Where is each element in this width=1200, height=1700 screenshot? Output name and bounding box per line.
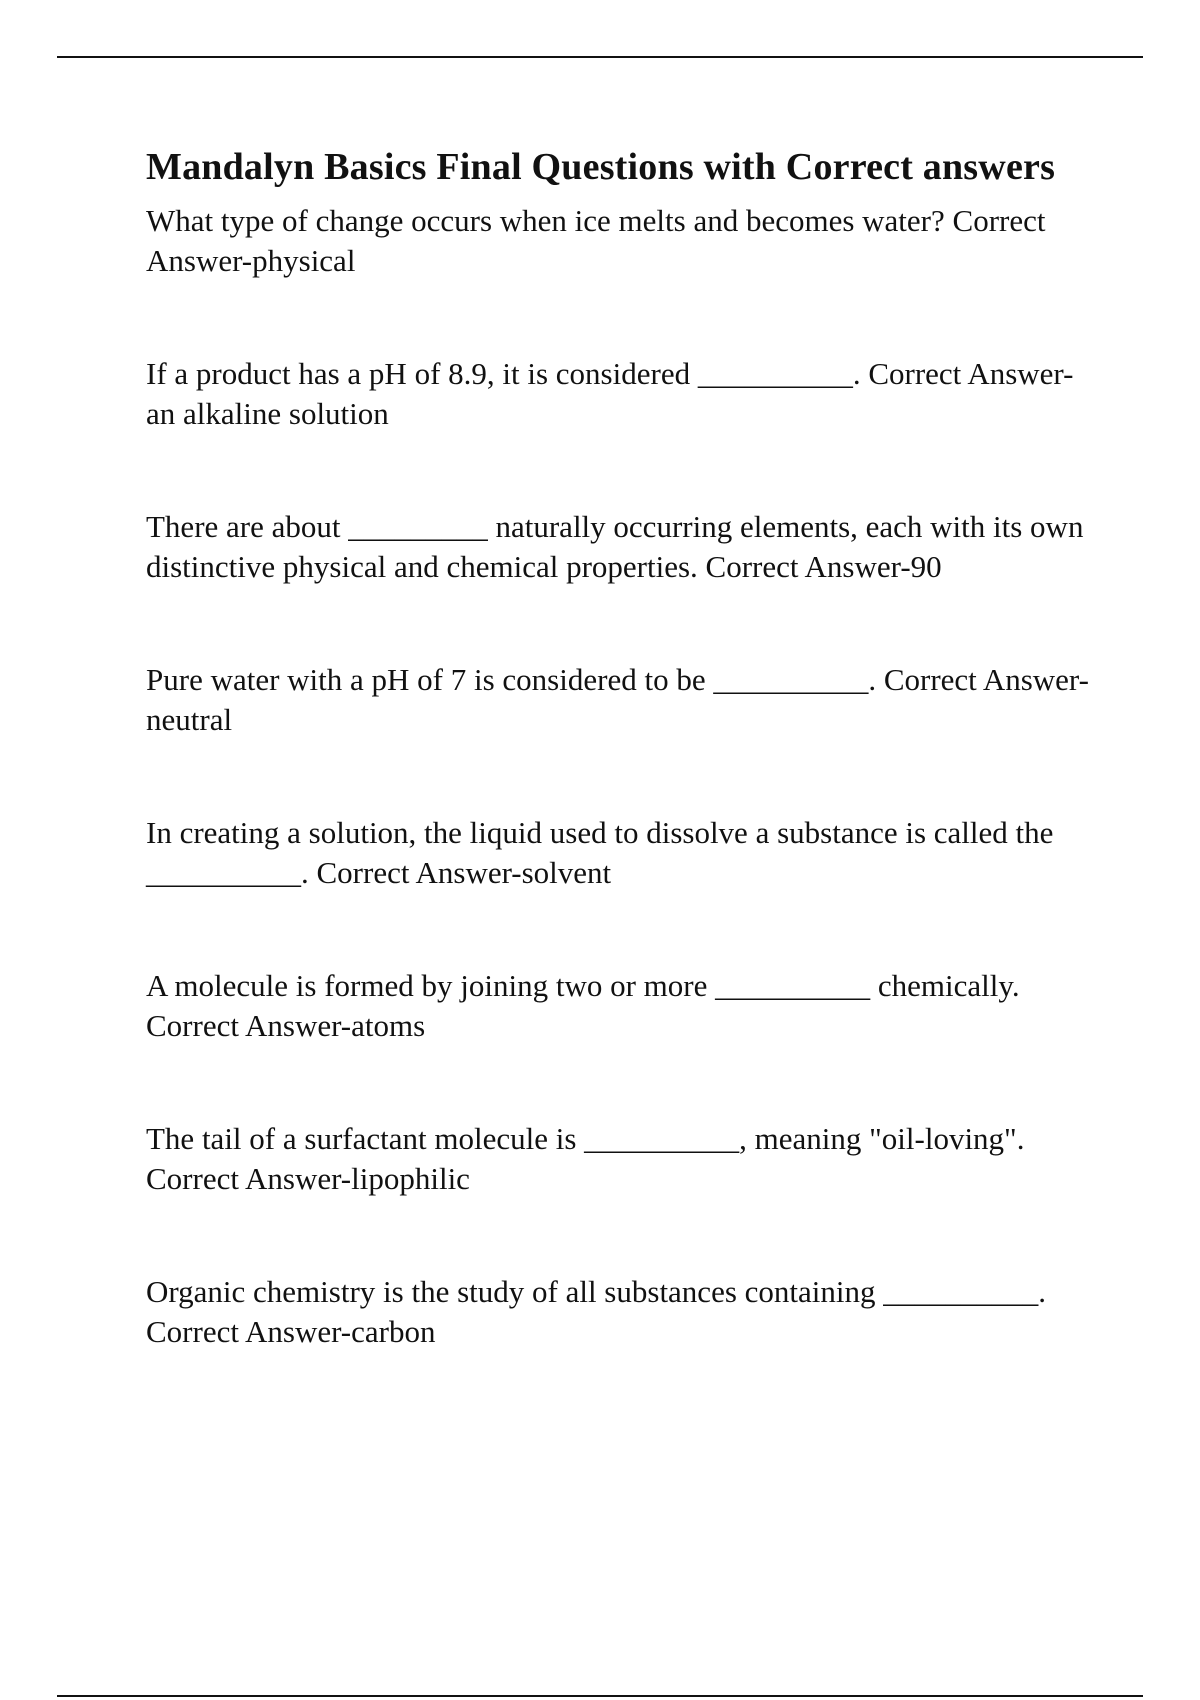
bottom-divider [57, 1695, 1143, 1697]
qa-item: If a product has a pH of 8.9, it is considered __________. Correct Answer-an alkaline solution [146, 356, 1074, 431]
qa-item: Organic chemistry is the study of all substances containing __________. Correct Answer-carbon [146, 1274, 1046, 1349]
qa-item: Pure water with a pH of 7 is considered to be __________. Correct Answer-neutral [146, 662, 1089, 737]
qa-item: What type of change occurs when ice melts and becomes water? Correct Answer-physical [146, 203, 1046, 278]
document-title: Mandalyn Basics Final Questions with Correct answers [146, 146, 1056, 188]
qa-list [146, 201, 1096, 1352]
qa-item: In creating a solution, the liquid used to dissolve a substance is called the __________. Correct Answer-solvent [146, 815, 1054, 890]
qa-item: There are about _________ naturally occurring elements, each with its own distinctive physical and chemical properties. Correct Answer-90 [146, 509, 1084, 584]
qa-item: The tail of a surfactant molecule is __________, meaning "oil-loving". Correct Answer-lipophilic [146, 1121, 1025, 1196]
document-body [146, 142, 1096, 1425]
qa-item: A molecule is formed by joining two or more __________ chemically. Correct Answer-atoms [146, 968, 1020, 1043]
top-divider [57, 56, 1143, 58]
